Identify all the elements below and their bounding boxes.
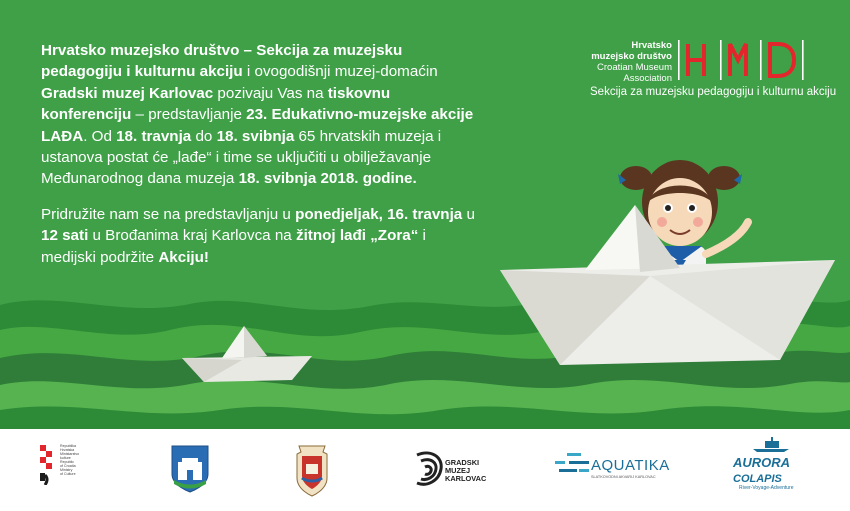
ministry-line: Republic — [60, 460, 74, 464]
ministry-of-culture-name — [60, 444, 100, 476]
gradski-muzej-line3: KARLOVAC — [445, 474, 487, 483]
coat-of-arms-icon — [170, 444, 210, 494]
aurora-subtitle: River-Voyage-Adventure — [739, 485, 794, 491]
aquatika-name: AQUATIKA — [591, 457, 670, 474]
text-segment: do — [191, 127, 217, 145]
hmd-name-hr-2: muzejsko društvo — [591, 51, 672, 62]
ministry-line: Hrvatska — [60, 448, 75, 452]
emphasized-text: 18. svibnja — [216, 127, 295, 145]
ministry-of-culture-icon — [40, 445, 62, 485]
gradski-muzej-karlovac-logo — [413, 429, 493, 511]
text-segment: pozivaju Vas na — [213, 84, 328, 102]
gradski-muzej-line2: MUZEJ — [445, 466, 471, 475]
emphasized-text: Gradski muzej Karlovac — [41, 84, 214, 102]
emphasized-text: Akciju! — [158, 248, 209, 266]
gradski-muzej-icon — [413, 449, 447, 489]
aquatika-subtitle: SLATKOVODNI AKVARIJ KARLOVAC — [591, 475, 656, 479]
aquatika-wave-icon — [555, 453, 591, 479]
paragraph-announcement — [41, 40, 481, 190]
gradski-muzej-line1: GRADSKI — [445, 458, 480, 467]
text-segment: u — [462, 205, 475, 223]
ministry-of-culture-logo — [40, 429, 100, 511]
emphasized-text: tiskovnu konferenciju — [41, 84, 391, 124]
aurora-name-1: AURORA — [733, 455, 790, 470]
paragraph-invitation — [41, 204, 481, 268]
aurora-name — [733, 455, 813, 485]
ministry-line: of Culture — [60, 472, 76, 476]
emphasized-text: ponedjeljak, 16. travnja — [295, 205, 463, 223]
aurora-name-2: COLAPIS — [733, 473, 782, 485]
ministry-line: Republika — [60, 444, 76, 448]
text-segment: i medijski podržite — [41, 227, 426, 266]
text-segment: 65 hrvatskih muzeja i ustanova postat će „lađe“ i time se uključiti u obilježavanje Međunarodnog dana muzeja — [41, 127, 442, 188]
ministry-line: Ministarstvo — [60, 452, 80, 456]
emphasized-text: 12 sati — [41, 227, 89, 245]
ship-icon — [751, 437, 791, 453]
text-segment: i ovogodišnji muzej-domaćin — [242, 63, 438, 81]
hmd-name-hr-1: Hrvatsko — [631, 40, 672, 51]
text-segment: . Od — [83, 127, 117, 145]
emphasized-text: 18. svibnja 2018. godine. — [238, 170, 417, 188]
text-segment: Pridružite nam se na predstavljanju u — [41, 205, 296, 223]
hmd-letters-icon — [678, 40, 818, 84]
emphasized-text: žitnoj lađi „Zora“ — [295, 227, 419, 245]
hmd-name-en-1: Croatian Museum — [597, 62, 672, 73]
hmd-section-name: Sekcija za muzejsku pedagogiju i kulturnu akciju — [590, 86, 837, 98]
aurora-colapis-logo — [733, 429, 813, 511]
girl-in-paper-boat-icon — [490, 150, 850, 400]
hmd-name-en-2: Association — [623, 73, 672, 84]
invitation-text — [41, 40, 481, 282]
hmd-logo — [560, 40, 830, 110]
gradski-muzej-name — [445, 459, 486, 483]
sponsor-logos-bar — [0, 429, 850, 511]
text-segment: u Brođanima kraj Karlovca na — [88, 227, 296, 245]
emphasized-text: Hrvatsko muzejsko društvo – Sekcija za muzejsku pedagogiju i kulturnu akciju — [41, 42, 403, 81]
karlovac-coat-of-arms-icon — [293, 442, 331, 498]
aquatika-logo — [555, 429, 675, 511]
ministry-line: of Croatia — [60, 464, 76, 468]
ministry-line: Ministry — [60, 468, 73, 472]
ministry-line: kulture — [60, 456, 71, 460]
hmd-names — [560, 40, 672, 84]
text-segment: – predstavljanje — [131, 106, 247, 124]
emphasized-text: 18. travnja — [116, 127, 192, 145]
small-paper-boat-icon — [182, 318, 312, 398]
emphasized-text: 23. Edukativno-muzejske akcije LAĐA — [41, 106, 474, 145]
